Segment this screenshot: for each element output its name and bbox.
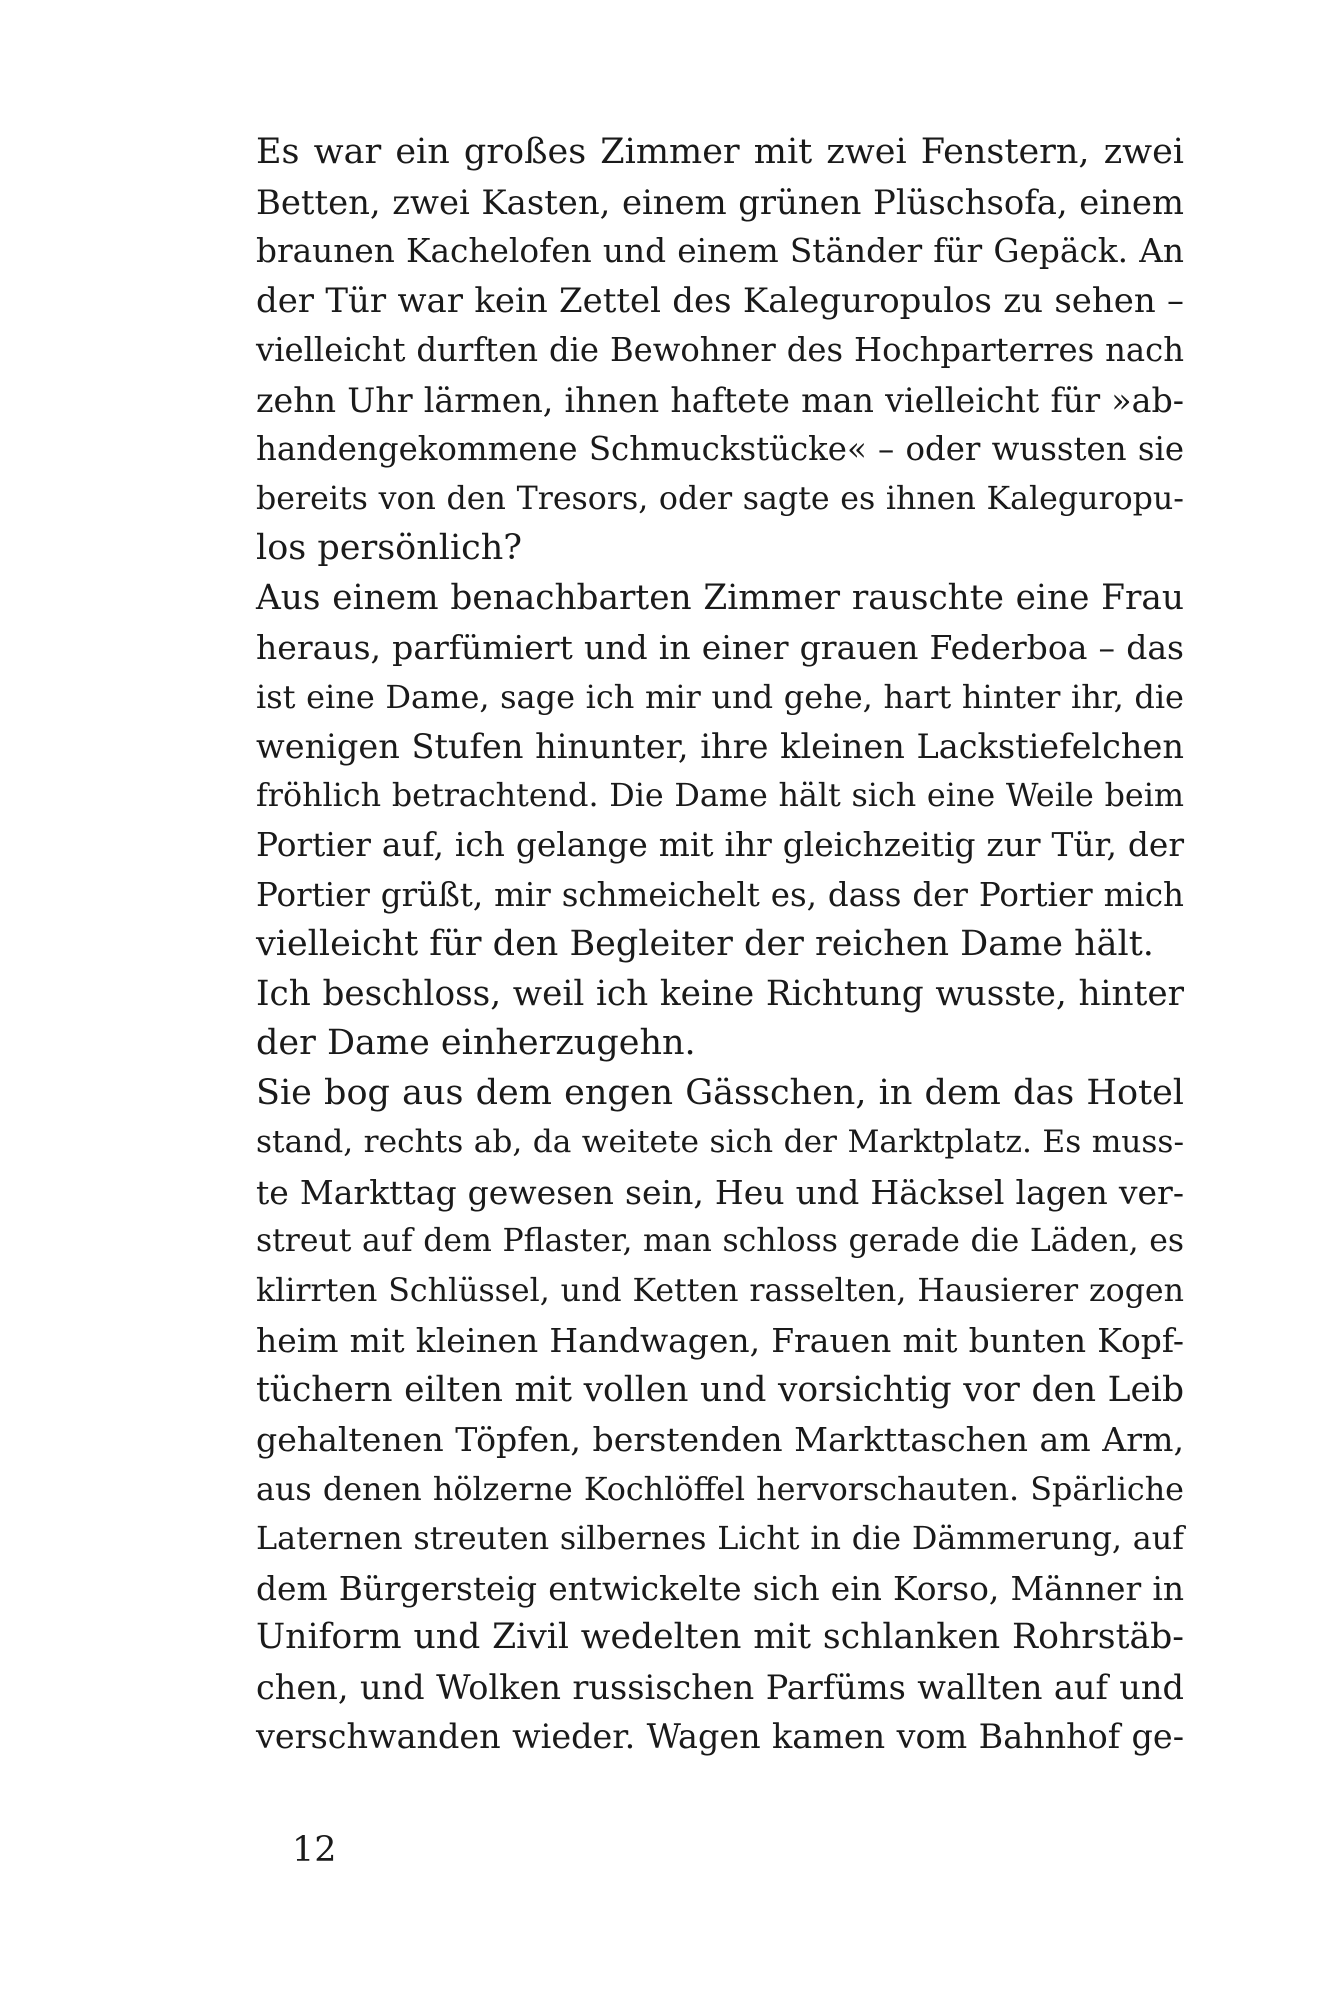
page-number: 12 [292, 1830, 337, 1870]
text-line: Portier grüßt, mir schmeichelt es, dass der Portier mich [256, 875, 1184, 914]
text-line: los persönlich? [256, 528, 523, 568]
text-line: heim mit kleinen Handwagen, Frauen mit bunten Kopf- [256, 1321, 1184, 1360]
text-line: verschwanden wieder. Wagen kamen vom Bahnhof ge- [256, 1717, 1184, 1756]
text-line: handengekommene Schmuckstücke« – oder wussten sie [256, 430, 1184, 468]
text-line: zehn Uhr lärmen, ihnen haftete man vielleicht für »ab- [256, 380, 1184, 420]
text-line: vielleicht durften die Bewohner des Hochparterres nach [256, 331, 1184, 369]
text-line: Ich beschloss, weil ich keine Richtung wusste, hinter [256, 973, 1184, 1014]
text-line: Betten, zwei Kasten, einem grünen Plüschsofa, einem [256, 182, 1184, 222]
text-line: tüchern eilten mit vollen und vorsichtig vor den Leib [256, 1369, 1184, 1410]
text-line: gehaltenen Töpfen, berstenden Markttaschen am Arm, [256, 1420, 1184, 1459]
text-line: bereits von den Tresors, oder sagte es ihnen Kaleguropu- [256, 480, 1184, 517]
text-line: chen, und Wolken russischen Parfüms wallten auf und [256, 1667, 1184, 1707]
text-line: braunen Kachelofen und einem Ständer für Gepäck. An [256, 232, 1184, 270]
text-line: klirrten Schlüssel, und Ketten rasselten, Hausierer zogen [256, 1272, 1184, 1309]
text-line: Uniform und Zivil wedelten mit schlanken Rohrstäb- [256, 1617, 1184, 1657]
text-line: heraus, parfümiert und in einer grauen Federboa – das [256, 628, 1184, 667]
text-line: streut auf dem Pflaster, man schloss gerade die Läden, es [256, 1223, 1184, 1259]
text-line: der Dame einherzugehn. [256, 1023, 696, 1063]
text-line: Laternen streuten silbernes Licht in die Dämmerung, auf [256, 1520, 1184, 1557]
text-line: te Markttag gewesen sein, Heu und Häcksel lagen ver- [256, 1172, 1184, 1212]
text-line: Aus einem benachbarten Zimmer rauschte eine Frau [256, 577, 1184, 618]
text-line: Portier auf, ich gelange mit ihr gleichzeitig zur Tür, der [256, 826, 1184, 864]
body-text [256, 128, 1184, 1762]
text-line: fröhlich betrachtend. Die Dame hält sich eine Weile beim [256, 777, 1184, 814]
text-line: ist eine Dame, sage ich mir und gehe, hart hinter ihr, die [256, 677, 1184, 716]
text-line: stand, rechts ab, da weitete sich der Marktplatz. Es muss- [256, 1124, 1184, 1160]
text-line: Es war ein großes Zimmer mit zwei Fenstern, zwei [256, 132, 1184, 172]
text-line: vielleicht für den Begleiter der reichen Dame hält. [256, 924, 1154, 964]
text-line: aus denen hölzerne Kochlöffel hervorschauten. Spärliche [256, 1470, 1184, 1508]
text-line: dem Bürgersteig entwickelte sich ein Korso, Männer in [256, 1568, 1184, 1608]
text-line: wenigen Stufen hinunter, ihre kleinen Lackstiefelchen [256, 727, 1184, 766]
text-line: der Tür war kein Zettel des Kaleguropulos zu sehen – [256, 280, 1184, 321]
text-line: Sie bog aus dem engen Gässchen, in dem das Hotel [256, 1072, 1184, 1113]
